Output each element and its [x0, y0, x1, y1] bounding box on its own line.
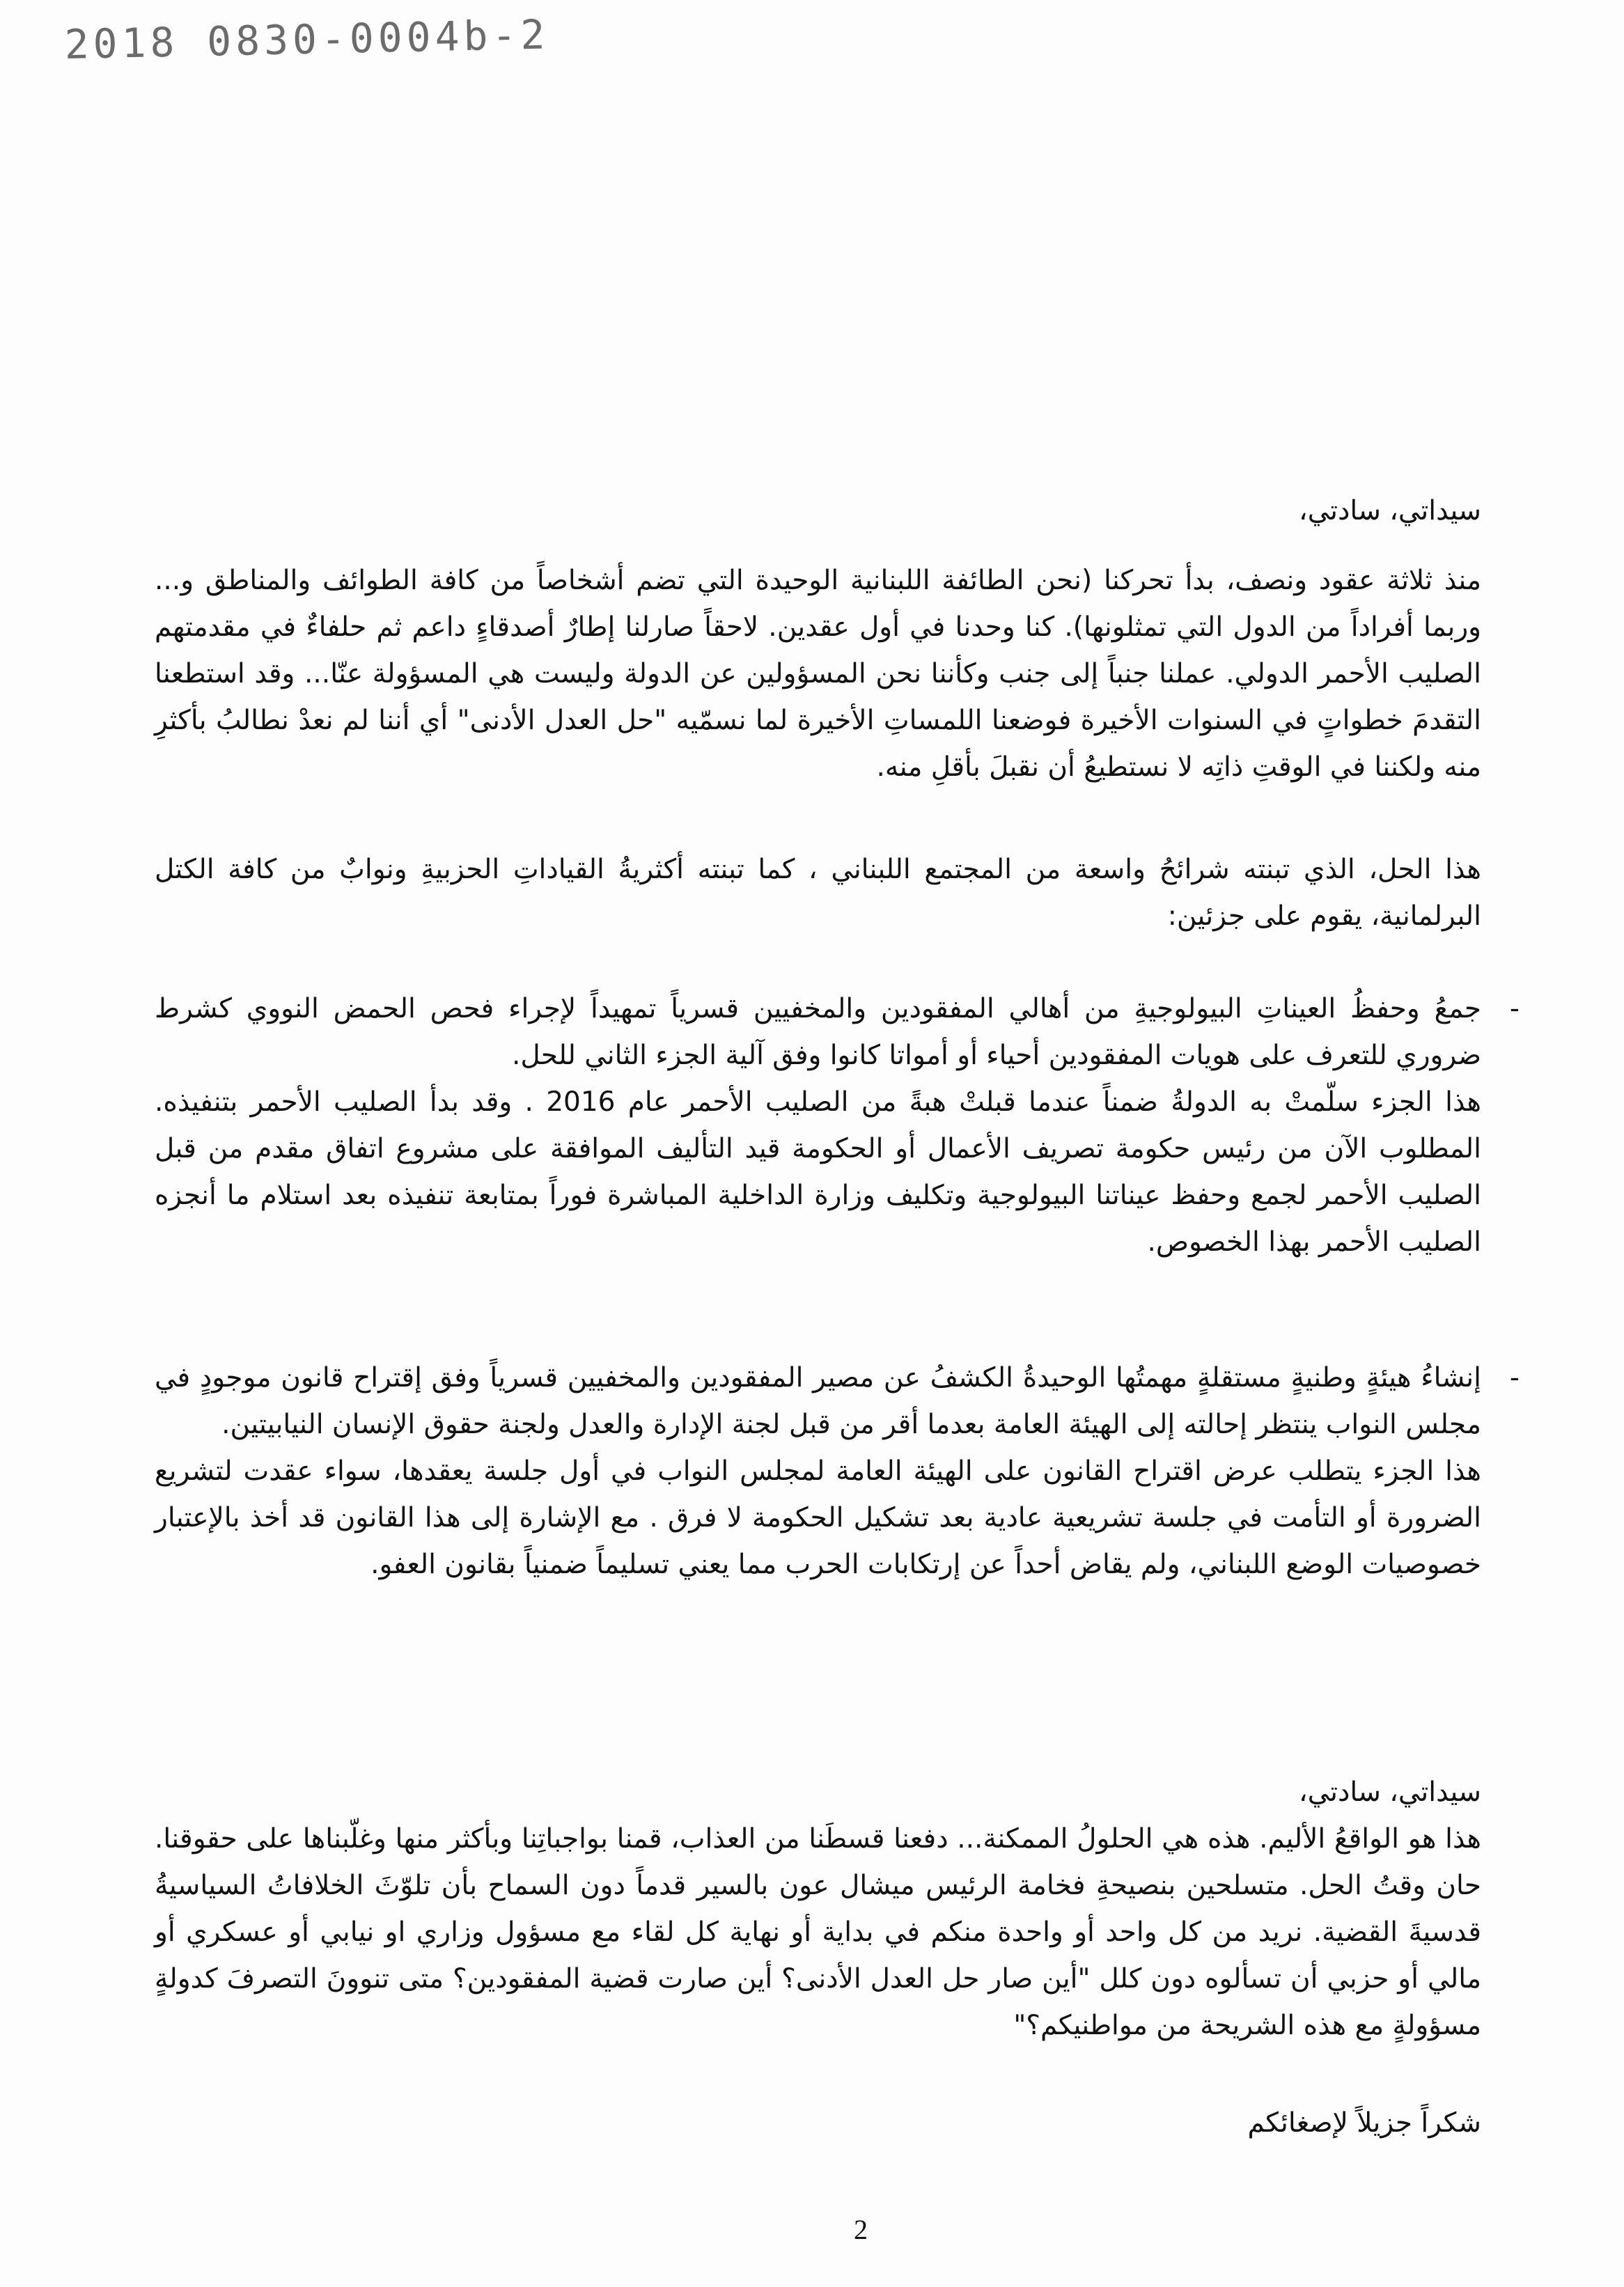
handwritten-reference-number: 2018 0830-0004b-2 — [64, 10, 549, 68]
bullet-text: جمعُ وحفظُ العيناتِ البيولوجيةِ من أهالي المفقودين والمخفيين قسرياً تمهيداً لإجراء فحص الحمض النووي كشرط ضروري للتعرف على هويات المفقودين أحياء أو أمواتا كانوا وفق آلية الجزء الثاني للحل. — [155, 993, 1481, 1071]
bullet-dash: - — [1509, 1362, 1520, 1394]
closing-line — [155, 2100, 1481, 2146]
intro-paragraph — [155, 557, 1481, 790]
bullet-item-dna — [155, 985, 1520, 1265]
bullet-text: إنشاءُ هيئةٍ وطنيةٍ مستقلةٍ مهمتُها الوحيدةُ الكشفُ عن مصير المفقودين والمخفيين قسرياً وفق إقتراح قانون موجودٍ في مجلس النواب ينتظر إحالته إلى الهيئة العامة بعدما أقر من قبل لجنة الإدارة والعدل ولجنة حقوق الإنسان النيابيتين. — [155, 1362, 1481, 1440]
greeting-text: سيداتي، سادتي، — [1299, 495, 1481, 526]
paragraph-history: منذ ثلاثة عقود ونصف، بدأ تحركنا (نحن الطائفة اللبنانية الوحيدة التي تضم أشخاصاً من كافة الطوائف والمناطق و... وربما أفراداً من الدول التي تمثلونها). كنا وحدنا في أول عقدين. لاحقاً صارلنا إطارٌ أصدقاءٍ داعم ثم حلفاءٌ في مقدمتهم الصليب الأحمر الدولي. عملنا جنباً إلى جنب وكأننا نحن المسؤولين عن الدولة وليست هي المسؤولة عنّا... وقد استطعنا التقدمَ خطواتٍ في السنوات الأخيرة فوضعنا اللمساتِ الأخيرة لما نسمّيه "حل العدل الأدنى" أي أننا لم نعدْ نطالبُ بأكثرِ منه ولكننا في الوقتِ ذاتِه لا نستطيعُ أن نقبلَ بأقلِ منه. — [155, 565, 1481, 783]
paragraph-solution: هذا الحل، الذي تبنته شرائحُ واسعة من المجتمع اللبناني ، كما تبنته أكثريةُ القياداتِ الحزبيةِ ونوابٌ من كافة الكتل البرلمانية، يقوم على جزئين: — [155, 854, 1481, 932]
bullet-dash: - — [1509, 993, 1520, 1024]
bullet-followup: هذا الجزء يتطلب عرض اقتراح القانون على الهيئة العامة لمجلس النواب في أول جلسة يعقدها، سواء عقدت لتشريع الضرورة أو التأمت في جلسة تشريعية عادية بعد تشكيل الحكومة لا فرق . مع الإشارة إلى هذا القانون قد أخذ بالإعتبار خصوصيات الوضع اللبناني، ولم يقاض أحداً عن إرتكابات الحرب مما يعني تسليماً ضمنياً بقانون العفو. — [155, 1455, 1481, 1580]
greeting-text: سيداتي، سادتي، — [1299, 1777, 1481, 1808]
paragraph-appeal: هذا هو الواقعُ الأليم. هذه هي الحلولُ الممكنة... دفعنا قسطَنا من العذاب، قمنا بواجباتِنا وبأكثر منها وغلّبناها على حقوقنا. حان وقتُ الحل. متسلحين بنصيحةِ فخامة الرئيس ميشال عون بالسير قدماً دون السماح بأن تلوّثَ الخلافاتُ السياسيةُ قدسيةَ القضية. نريد من كل واحد أو واحدة منكم في بداية أو نهاية كل لقاء مع مسؤول وزاري او نيابي أو عسكري أو مالي أو حزبي أن تسألوه دون كلل "أين صار حل العدل الأدنى؟ أين صارت قضية المفقودين؟ متى تنوونَ التصرفَ كدولةٍ مسؤولةٍ مع هذه الشريحة من مواطنيكم؟" — [155, 1823, 1481, 2041]
bullet-followup: هذا الجزء سلّمتْ به الدولةُ ضمناً عندما قبلتْ هبةً من الصليب الأحمر عام 2016 . وقد بدأ الصليب الأحمر بتنفيذه. المطلوب الآن من رئيس حكومة تصريف الأعمال أو الحكومة قيد التأليف الموافقة على مشروع اتفاق مقدم من قبل الصليب الأحمر لجمع وحفظ عيناتنا البيولوجية وتكليف وزارة الداخلية المباشرة فوراً بمتابعة تنفيذه بعد استلام ما أنجزه الصليب الأحمر بهذا الخصوص. — [155, 1086, 1482, 1258]
solution-paragraph — [155, 846, 1481, 939]
greeting-opening — [155, 487, 1481, 534]
closing-text: شكراً جزيلاً لإصغائكم — [1247, 2107, 1481, 2139]
bullet-item-commission — [155, 1355, 1520, 1588]
appeal-paragraph — [155, 1816, 1481, 2049]
greeting-second — [155, 1769, 1481, 1816]
page-number: 2 — [854, 2214, 868, 2245]
